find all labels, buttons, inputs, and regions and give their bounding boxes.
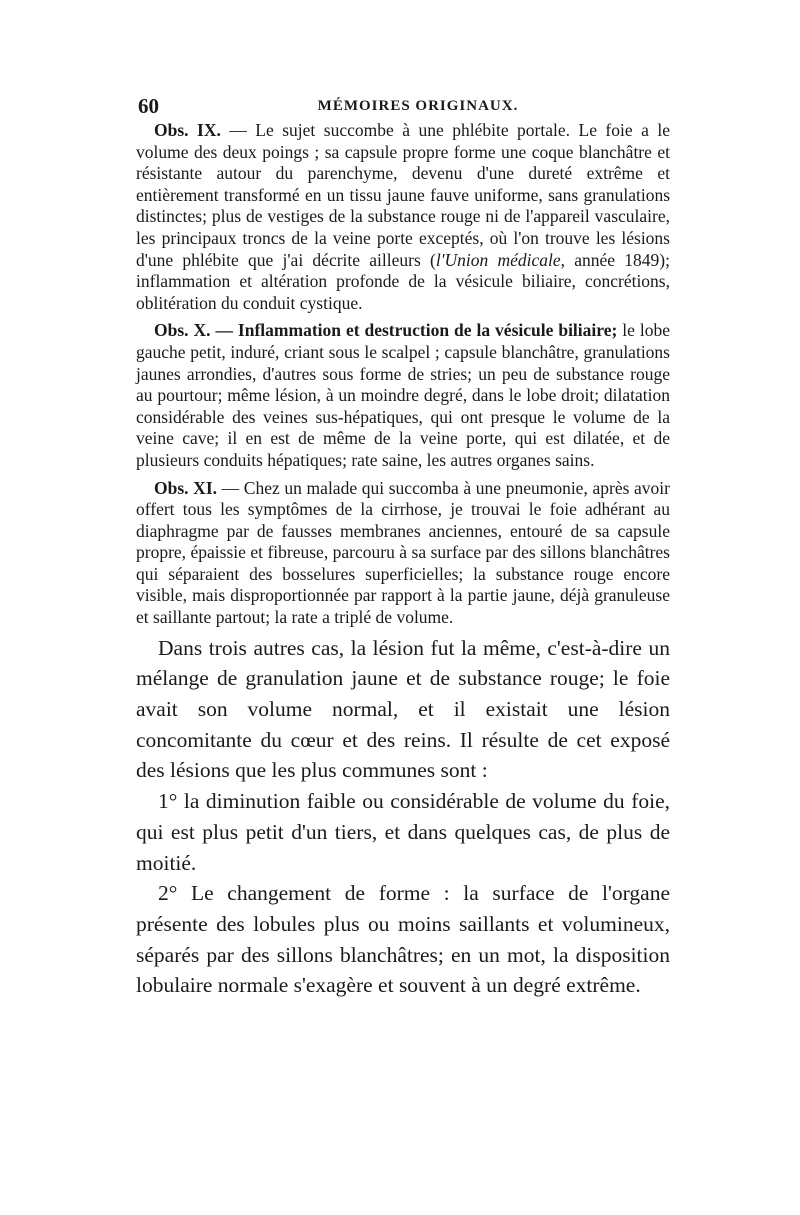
observation-label: Obs. IX. [154,120,221,140]
page-number: 60 [138,94,159,118]
main-text [136,633,670,1001]
book-page [136,92,670,1001]
body-paragraph: 2° Le changement de forme : la surface de l'organe présente des lobules plus ou moins saillants et volumineux, séparés par des sillons blanchâtres; en un mot, la disposition lobulaire normale s'exagère et souvent à un degré extrême. [136,881,670,998]
observation-heading: — Inflammation et destruction de la vésicule biliaire; [210,320,618,341]
observation-xi [136,478,670,629]
observation-label: Obs. X. [154,320,211,341]
page-header [136,92,670,120]
observation-text: le lobe gauche petit, induré, criant sous le scalpel ; capsule blanchâtre, granulations jaunes arrondies, d'autres sous forme de stries; un peu de substance rouge au pourtour; même lésion, à un moindre degré, dans le lobe droit; dilatation considérable des veines sus-hépatiques, qui ont presque le volume de la veine cave; il en est de même de la veine porte, qui est dilatée, et de plusieurs conduits hépatiques; rate saine, les autres organes sains. [136,320,671,470]
body-paragraph: Dans trois autres cas, la lésion fut la même, c'est-à-dire un mélange de granulation jaune et de substance rouge; le foie avait son volume normal, et il existait une lésion concomitante du cœur et des reins. Il résulte de cet exposé des lésions que les plus communes sont : [136,635,670,783]
observation-x [136,320,670,471]
observation-text: — Chez un malade qui succomba à une pneumonie, après avoir offert tous les symptômes de la cirrhose, je trouvai le foie adhérant au diaphragme par de fausses membranes anciennes, entouré de sa capsule propre, épaissie et fibreuse, parcouru à sa surface par des sillons blanchâtres qui séparaient des bosselures superficielles; la substance rouge encore visible, mais disproportionnée par rapport à la partie jaune, déjà granuleuse et saillante partout; la rate a triplé de volume. [136,477,671,628]
observation-text-end: , année 1849); inflammation et altération profonde de la vésicule biliaire, concrétions, oblitération du conduit cystique. [136,249,670,313]
body-paragraph: 1° la diminution faible ou considérable de volume du foie, qui est plus petit d'un tiers, et dans quelques cas, de plus de moitié. [136,789,670,875]
observation-label: Obs. XI. [154,477,218,498]
running-head: MÉMOIRES ORIGINAUX. [317,98,519,114]
observation-ix [136,120,670,314]
observation-text: — Le sujet succombe à une phlébite portale. Le foie a le volume des deux poings ; sa capsule propre forme une coque blanchâtre et résistante autour du parenchyme, devenu d'une dureté extrême et entièrement transformé en un tissu jaune fauve uniforme, sans granulations distinctes; plus de vestiges de la substance rouge ni de l'appareil vasculaire, les principaux troncs de la veine porte exceptés, où l'on trouve les lésions d'une phlébite que j'ai décrite ailleurs ( [136,120,670,270]
journal-title: l'Union médicale [435,249,561,270]
